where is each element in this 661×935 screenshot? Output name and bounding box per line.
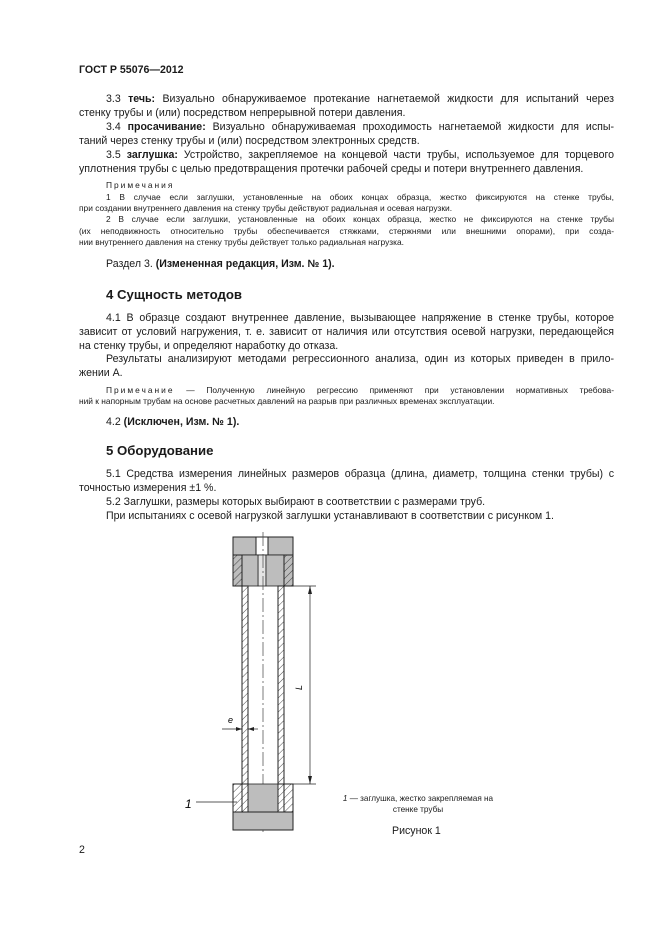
clause-4-2-status: (Исключен, Изм. № 1). — [123, 416, 240, 428]
clause-4-1-line-3: на стенку трубы, и определяют наработку до отказа. — [79, 340, 339, 352]
definition-text: Визуально обнаруживаемая проходимость нагнетаемой жидкости для испы- — [205, 121, 615, 133]
page-number: 2 — [79, 844, 85, 856]
results-line-1: Результаты анализируют методами регрессионного анализа, один из которых приведен в прило- — [106, 353, 614, 365]
figure-legend — [318, 793, 518, 815]
document-header: ГОСТ Р 55076—2012 — [79, 64, 184, 76]
clause-4-1-line-2: зависит от условий нагружения, т. е. зависит от наличия или отсутствия осевой нагрузки, передающейся — [79, 326, 614, 338]
note-text: — Полученную линейную регрессию применяют при установлении нормативных требова- — [174, 385, 614, 395]
legend-line-1 — [318, 793, 518, 804]
bottom-plug — [233, 784, 293, 830]
section-4-heading: 4 Сущность методов — [106, 287, 243, 302]
callout-number: 1 — [185, 797, 192, 811]
term: просачивание: — [127, 121, 206, 133]
term: заглушка: — [126, 149, 178, 161]
section-5-heading: 5 Оборудование — [106, 443, 214, 458]
term: течь: — [128, 93, 156, 105]
definition-text: Устройство, закрепляемое на концевой части трубы, используемое для торцевого — [177, 149, 614, 161]
clause-3-5-line-2: уплотнения трубы с целью предотвращения протечки рабочей среды и потери внутреннего давления. — [79, 163, 584, 175]
section-4-note-line-2: ний к напорным трубам на основе расчетных давлений на разрыв при различных временах эксплуатации. — [79, 396, 495, 406]
label-e: e — [228, 715, 234, 725]
clause-4-1-line-1: 4.1 В образце создают внутреннее давление, вызывающее напряжение в стенке трубы, которое — [106, 312, 614, 324]
clause-3-4-line-2: таний через стенку трубы и (или) посредством электронных средств. — [79, 135, 420, 147]
clause-5-1-line-1: 5.1 Средства измерения линейных размеров образца (длина, диаметр, толщина стенки трубы) с — [106, 468, 614, 480]
axial-load-paragraph: При испытаниях с осевой нагрузкой заглушки устанавливают в соответствии с рисунком 1. — [106, 510, 554, 522]
clause-number: 3.4 — [106, 121, 128, 133]
dimension-e — [222, 727, 258, 731]
figure-caption: Рисунок 1 — [392, 825, 441, 837]
clause-number: 4.2 — [106, 416, 124, 428]
results-line-2: жении А. — [79, 367, 123, 379]
definition-text: Визуально обнаруживаемое протекание нагнетаемой жидкости для испытаний через — [155, 93, 614, 105]
clause-5-2: 5.2 Заглушки, размеры которых выбирают в соответствии с размерами труб. — [106, 496, 486, 508]
legend-text: — заглушка, жестко закрепляемая на — [347, 794, 494, 803]
note-2-line-3: нии внутреннего давления на стенку трубы действует только радиальная нагрузка. — [79, 237, 404, 247]
clause-number: 3.3 — [106, 93, 129, 105]
legend-line-2: стенке трубы — [392, 805, 444, 814]
note-2-line-1: 2 В случае если заглушки, установленные на обоих концах образца, жестко не фиксируются на стенке трубы — [106, 214, 614, 224]
pipe-wall-left — [242, 586, 248, 784]
label-L: L — [294, 684, 304, 690]
legend-number: 1 — [342, 794, 348, 803]
note-label: Примечание — [106, 385, 175, 395]
notes-title: Примечания — [106, 180, 175, 190]
note-2-line-2: (их неподвижность относительно трубы обеспечивается стяжками, стержнями или внешними опорами), при созда- — [79, 226, 614, 236]
pipe-wall-right — [278, 586, 284, 784]
note-1-line-1: 1 В случае если заглушки, установленные на обоих концах образца, жестко фиксируются на стенке трубы, — [106, 192, 614, 202]
clause-5-1-line-2: точностью измерения ±1 %. — [79, 482, 217, 494]
amendment-text: (Измененная редакция, Изм. № 1). — [155, 258, 335, 270]
clause-number: 3.5 — [106, 149, 127, 161]
clause-3-3-line-2: стенку трубы и (или) посредством непрерывной потери давления. — [79, 107, 406, 119]
amendment-prefix: Раздел 3. — [106, 258, 156, 270]
note-1-line-2: при создании внутреннего давления на стенку трубы действуют радиальная и осевая нагрузки. — [79, 203, 453, 213]
